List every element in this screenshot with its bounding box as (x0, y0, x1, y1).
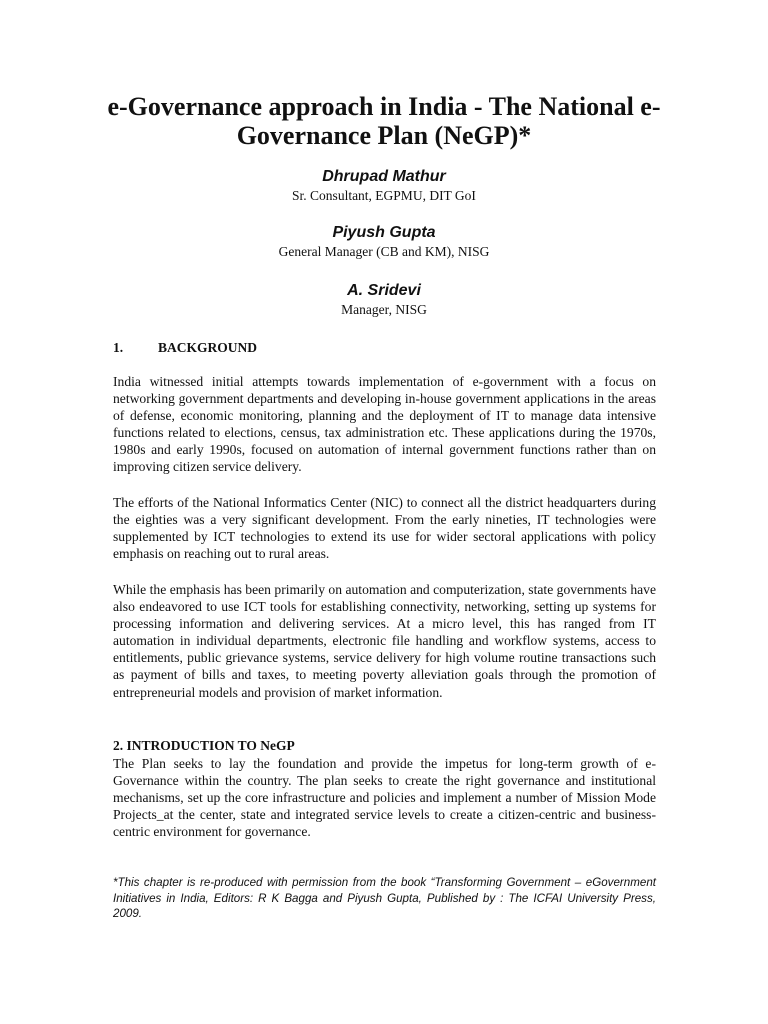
page-title: e-Governance approach in India - The National e-Governance Plan (NeGP)* (107, 92, 661, 150)
author-1 (60, 167, 708, 205)
section-2-heading: 2. INTRODUCTION TO NeGP (113, 738, 295, 753)
author-2 (60, 223, 708, 261)
author-affiliation: General Manager (CB and KM), NISG (278, 244, 490, 259)
paragraph-3: While the emphasis has been primarily on automation and computerization, state governments have also endeavored to use ICT tools for establishing connectivity, networking, setting up systems for processing information and delivering services. At a micro level, this has ranged from IT automation in individual departments, electronic file handling and workflow systems, access to entitlements, public grievance systems, service delivery for high volume routine transactions such as payment of bills and taxes, to meeting poverty alleviation goals through the promotion of entrepreneurial models and provision of market information. (113, 582, 656, 700)
author-affiliation: Manager, NISG (341, 302, 427, 317)
author-name: Dhrupad Mathur (322, 168, 446, 185)
author-name: Piyush Gupta (332, 224, 436, 241)
author-name: A. Sridevi (347, 282, 421, 299)
author-affiliation: Sr. Consultant, EGPMU, DIT GoI (292, 188, 476, 203)
paragraph-4: The Plan seeks to lay the foundation and provide the impetus for long-term growth of e-Governance within the country. The plan seeks to create the right governance and institutional mechanisms, set up the core infrastructure and policies and implement a number of Mission Mode Projects_at the center, state and integrated service levels to create a citizen-centric and business-centric environment for governance. (113, 756, 656, 840)
author-3 (60, 281, 708, 319)
section-number: 1. (113, 340, 124, 355)
section-title: BACKGROUND (158, 340, 258, 355)
paragraph-1: India witnessed initial attempts towards implementation of e-government with a focus on networking government departments and developing in-house government applications in the areas of defense, economic monitoring, planning and the deployment of IT to manage data intensive functions related to elections, census, tax administration etc. These applications during the 1970s, 1980s and early 1990s, focused on automation of internal government functions rather than on improving citizen service delivery. (113, 374, 656, 475)
footnote: *This chapter is re-produced with permission from the book “Transforming Government – eGovernment Initiatives in India, Editors: R K Bagga and Piyush Gupta, Published by : The ICFAI University Press, 2009. (113, 876, 656, 920)
paragraph-2: The efforts of the National Informatics Center (NIC) to connect all the district headquarters during the eighties was a very significant development. From the early nineties, IT technologies were supplemented by ICT technologies to extend its use for wider sectoral applications with policy emphasis on reaching out to rural areas. (113, 495, 656, 562)
section-1-heading (113, 339, 257, 356)
